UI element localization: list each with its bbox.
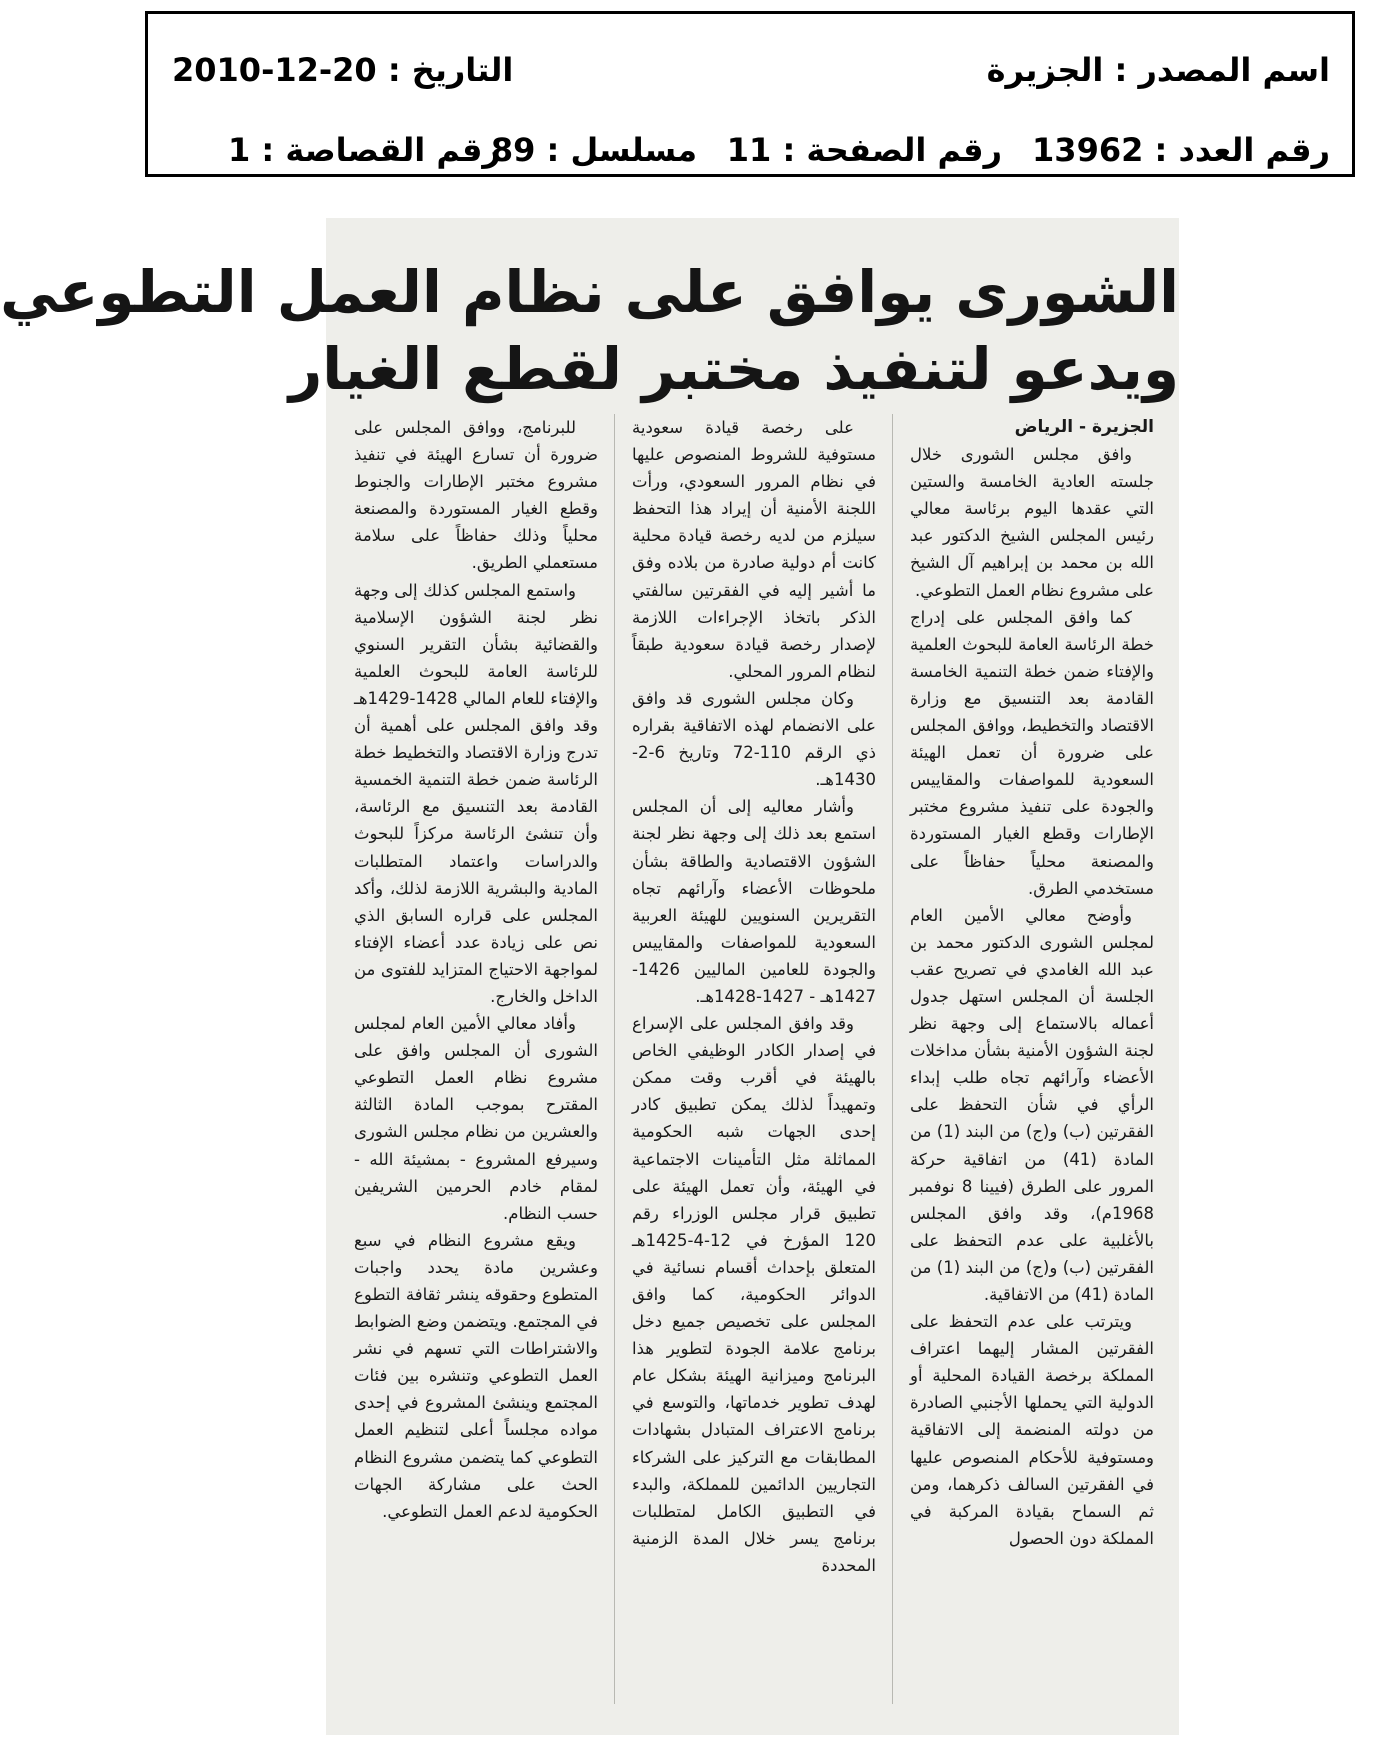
paragraph: ويترتب على عدم التحفظ على الفقرتين المشار إليهما اعتراف المملكة برخصة القيادة المحلية أو الدولية التي يحملها الأجنبي الصادرة من دولته المنضمة إلى الاتفاقية ومستوفية للأحكام المنصوص عليها في الفقرتين السالف ذكرهما، ومن ثم السماح بقيادة المركبة في المملكة دون الحصول [910, 1312, 1154, 1548]
publication-date: التاريخ : 20-12-2010 [172, 51, 514, 89]
article-columns [354, 414, 1154, 1714]
paragraph: واستمع المجلس كذلك إلى وجهة نظر لجنة الشؤون الإسلامية والقضائية بشأن التقرير السنوي للرئاسة العامة للبحوث العلمية والإفتاء للعام المالي 1428-1429هـ وقد وافق المجلس على أهمية أن تدرج وزارة الاقتصاد والتخطيط خطة الرئاسة ضمن خطة التنمية الخمسية القادمة بعد التنسيق مع الرئاسة، وأن تنشئ الرئاسة مركزاً للبحوث والدراسات واعتماد المتطلبات المادية والبشرية اللازمة لذلك، وأكد المجلس على قراره السابق الذي نص على زيادة عدد أعضاء الإفتاء لمواجهة الاحتياج المتزايد للفتوى من الداخل والخارج. [354, 580, 598, 1006]
paragraph: وأشار معاليه إلى أن المجلس استمع بعد ذلك إلى وجهة نظر لجنة الشؤون الاقتصادية والطاقة بشأن ملحوظات الأعضاء وآرائهم تجاه التقريرين السنويين للهيئة العربية السعودية للمواصفات والمقاييس والجودة للعامين الماليين 1426- 1427هـ - 1427-1428هـ. [632, 797, 876, 1006]
paragraph: وقد وافق المجلس على الإسراع في إصدار الكادر الوظيفي الخاص بالهيئة في أقرب وقت ممكن وتمهيداً لذلك يمكن تطبيق كادر إحدى الجهات شبه الحكومية المماثلة مثل التأمينات الاجتماعية في الهيئة، وأن تعمل الهيئة على تطبيق قرار مجلس الوزراء رقم 120 المؤرخ في 12-4-1425هـ المتعلق بإحداث أقسام نسائية في الدوائر الحكومية، كما وافق المجلس على تخصيص جميع دخل برنامج علامة الجودة لتطوير هذا البرنامج وميزانية الهيئة بشكل عام لهدف تطوير خدماتها، والتوسع في برنامج الاعتراف المتبادل بشهادات المطابقات مع التركيز على الشركاء التجاريين الدائمين للمملكة، والبدء في التطبيق الكامل لمتطلبات برنامج يسر خلال المدة الزمنية المحددة [632, 1014, 876, 1575]
article-column-3 [354, 414, 598, 1714]
paragraph: وكان مجلس الشورى قد وافق على الانضمام لهذه الاتفاقية بقراره ذي الرقم 110-72 وتاريخ 6-2-1430هـ. [632, 688, 876, 790]
serial-number: مسلسل : 89 [490, 131, 697, 169]
paragraph: ويقع مشروع النظام في سبع وعشرين مادة يحدد واجبات المتطوع وحقوقه ينشر ثقافة التطوع في المجتمع. ويتضمن وضع الضوابط والاشتراطات التي تسهم في نشر العمل التطوعي وتنشره بين فئات المجتمع وينشئ المشروع في إحدى مواده مجلساً أعلى لتنظيم العمل التطوعي كما يتضمن مشروع النظام الحث على مشاركة الجهات الحكومية لدعم العمل التطوعي. [354, 1230, 598, 1521]
column-divider [892, 414, 893, 1704]
issue-number: رقم العدد : 13962 [1032, 131, 1330, 169]
paragraph: على رخصة قيادة سعودية مستوفية للشروط المنصوص عليها في نظام المرور السعودي، ورأت اللجنة الأمنية أن إيراد هذا التحفظ سيلزم من لديه رخصة قيادة محلية كانت أم دولية صادرة من بلاده وفق ما أشير إليه في الفقرتين سالفتي الذكر باتخاذ الإجراءات اللازمة لإصدار رخصة قيادة سعودية طبقاً لنظام المرور المحلي. [632, 418, 876, 681]
paragraph: وأوضح معالي الأمين العام لمجلس الشورى الدكتور محمد بن عبد الله الغامدي في تصريح عقب الجلسة أن المجلس استهل جدول أعماله بالاستماع إلى وجهة نظر لجنة الشؤون الأمنية بشأن مداخلات الأعضاء وآرائهم تجاه طلب إبداء الرأي في شأن التحفظ على الفقرتين (ب) و(ج) من البند (1) من المادة (41) من اتفاقية حركة المرور على الطرق (فيينا 8 نوفمبر 1968م)، وقد وافق المجلس بالأغلبية على عدم التحفظ على الفقرتين (ب) و(ج) من البند (1) من المادة (41) من الاتفاقية. [910, 905, 1155, 1304]
source-name: اسم المصدر : الجزيرة [986, 51, 1330, 89]
article-column-2 [632, 414, 876, 1714]
page-number: رقم الصفحة : 11 [726, 131, 1002, 169]
byline: الجزيرة - الرياض [1014, 417, 1154, 437]
paragraph: وأفاد معالي الأمين العام لمجلس الشورى أن المجلس وافق على مشروع نظام العمل التطوعي المقترح بموجب المادة الثالثة والعشرين من نظام مجلس الشورى وسيرفع المشروع - بمشيئة الله - لمقام خادم الحرمين الشريفين حسب النظام. [354, 1014, 598, 1223]
paragraph: كما وافق المجلس على إدراج خطة الرئاسة العامة للبحوث العلمية والإفتاء ضمن خطة التنمية الخامسة القادمة بعد التنسيق مع وزارة الاقتصاد والتخطيط، ووافق المجلس على ضرورة أن تعمل الهيئة السعودية للمواصفات والمقاييس والجودة على تنفيذ مشروع مختبر الإطارات وقطع الغيار المستوردة والمصنعة محلياً حفاظاً على مستخدمي الطرق. [910, 607, 1154, 898]
headline-line-1: الشورى يوافق على نظام العمل التطوعي [0, 258, 1179, 326]
paragraph: للبرنامج، ووافق المجلس على ضرورة أن تسارع الهيئة في تنفيذ مشروع مختبر الإطارات والجنوط وقطع الغيار المستوردة والمصنعة محلياً وذلك حفاظاً على سلامة مستعملي الطريق. [354, 418, 598, 573]
column-divider [614, 414, 615, 1704]
newspaper-clipping [0, 218, 1179, 1735]
headline-line-2: ويدعو لتنفيذ مختبر لقطع الغيار [288, 335, 1179, 403]
clipping-info-box [145, 11, 1355, 177]
paragraph: وافق مجلس الشورى خلال جلسته العادية الخامسة والستين التي عقدها اليوم برئاسة معالي رئيس المجلس الشيخ الدكتور عبد الله بن محمد بن إبراهيم آل الشيخ على مشروع نظام العمل التطوعي. [910, 445, 1154, 600]
clipping-number: رقم القصاصة : 1 [228, 131, 501, 169]
article-column-1 [910, 414, 1154, 1714]
